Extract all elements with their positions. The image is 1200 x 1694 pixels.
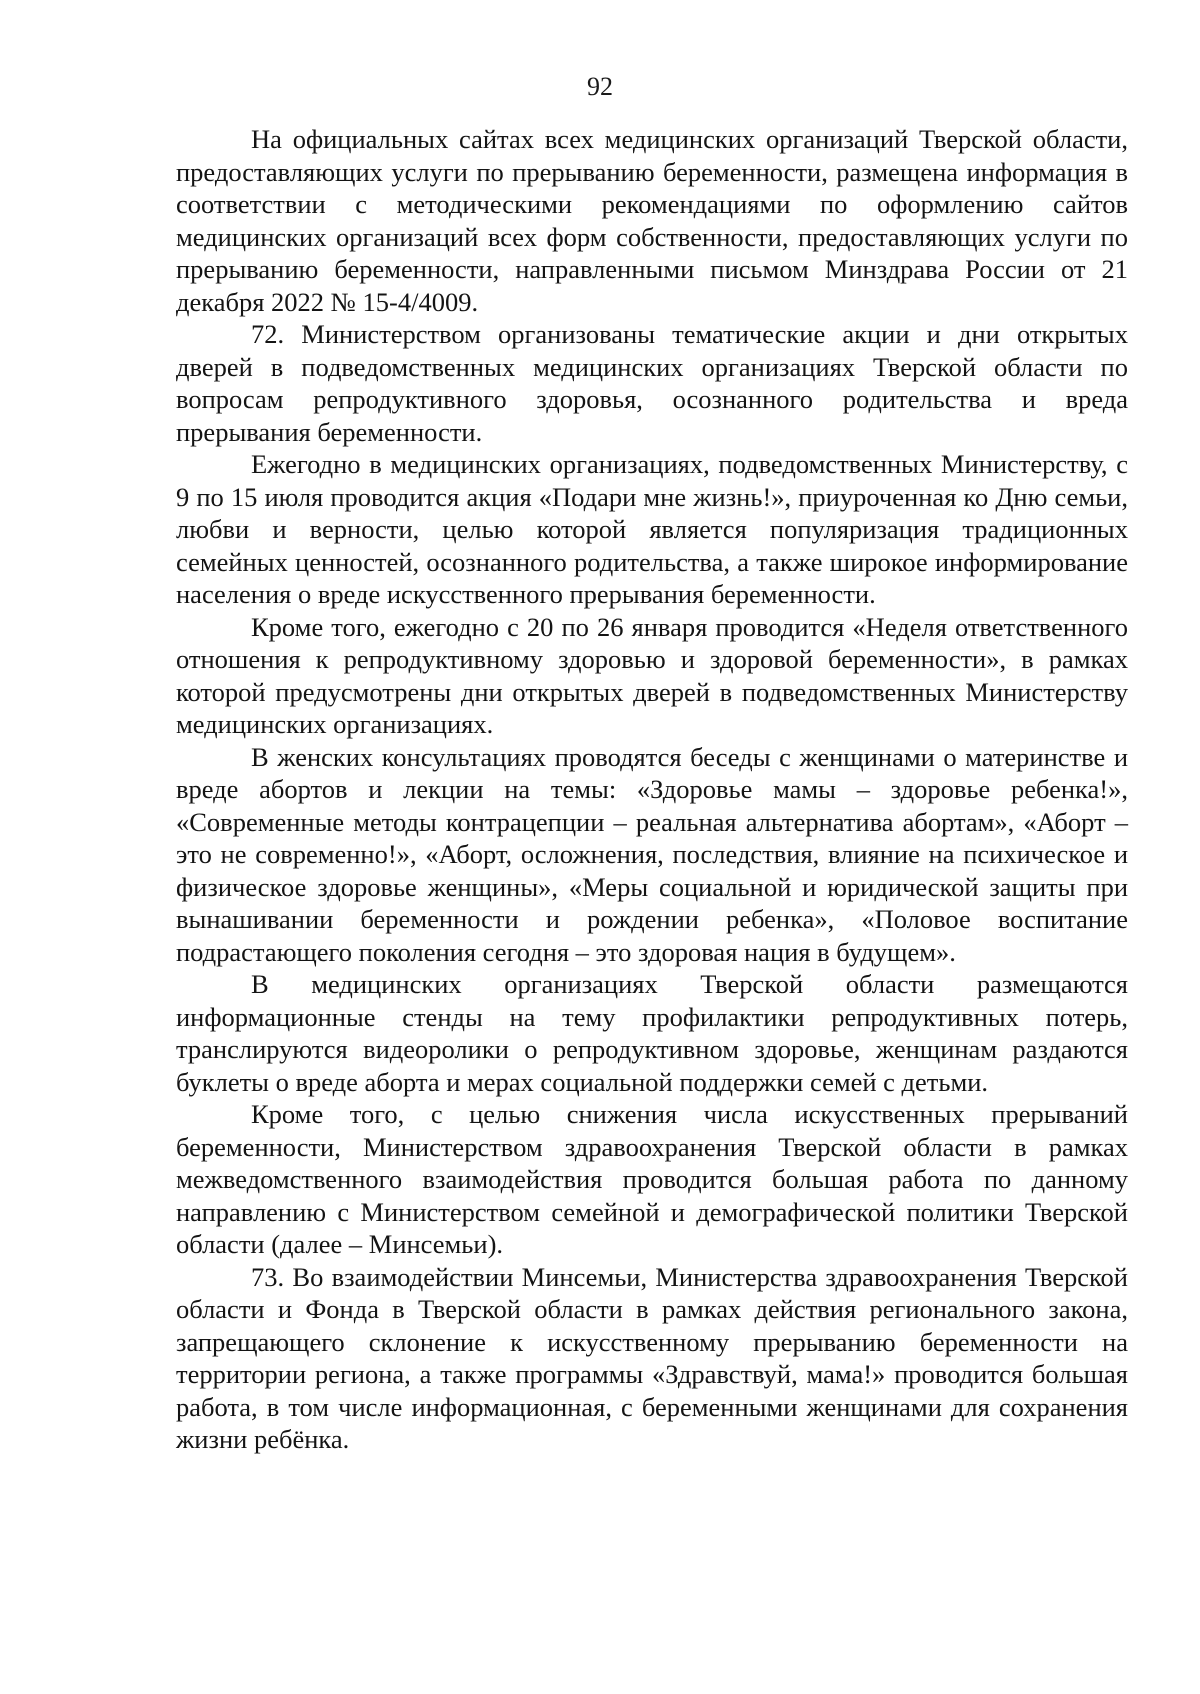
paragraph-responsibility-week: Кроме того, ежегодно с 20 по 26 января проводится «Неделя ответственного отношения к репродуктивному здоровью и здоровой беременности», в рамках которой предусмотрены дни открытых дверей в подведомственных Министерству медицинских организациях. xyxy=(176,611,1128,739)
paragraph-annual-campaign: Ежегодно в медицинских организациях, подведомственных Министерству, с 9 по 15 июля проводится акция «Подари мне жизнь!», приуроченная ко Дню семьи, любви и верности, целью которой является популяризация традиционных семейных ценностей, осознанного родительства, а также широкое информирование населения о вреде искусственного прерывания беременности. xyxy=(176,449,1128,609)
paragraph-sites-info: На официальных сайтах всех медицинских организаций Тверской области, предоставляющих услуги по прерыванию беременности, размещена информация в соответствии с методическими рекомендациями по оформлению сайтов медицинских организаций всех форм собственности, предоставляющих услуги по прерыванию беременности, направленными письмом Минздрава России от 21 декабря 2022 № 15-4/4009. xyxy=(176,124,1128,317)
paragraph-item-73: 73. Во взаимодействии Минсемьи, Министерства здравоохранения Тверской области и Фонда в Тверской области в рамках действия регионального закона, запрещающего склонение к искусственному прерыванию беременности на территории региона, а также программы «Здравствуй, мама!» проводится большая работа, в том числе информационная, с беременными женщинами для сохранения жизни ребёнка. xyxy=(176,1261,1128,1454)
document-body xyxy=(176,123,1128,1456)
paragraph-interagency-work: Кроме того, с целью снижения числа искусственных прерываний беременности, Министерством здравоохранения Тверской области в рамках межведомственного взаимодействия проводится большая работа по данному направлению с Министерством семейной и демографической политики Тверской области (далее – Минсемьи). xyxy=(176,1099,1128,1259)
paragraph-item-72: 72. Министерством организованы тематические акции и дни открытых дверей в подведомственных медицинских организациях Тверской области по вопросам репродуктивного здоровья, осознанного родительства и вреда прерывания беременности. xyxy=(176,319,1128,447)
paragraph-info-stands: В медицинских организациях Тверской области размещаются информационные стенды на тему профилактики репродуктивных потерь, транслируются видеоролики о репродуктивном здоровье, женщинам раздаются буклеты о вреде аборта и мерах социальной поддержки семей с детьми. xyxy=(176,969,1128,1097)
paragraph-womens-clinics: В женских консультациях проводятся беседы с женщинами о материнстве и вреде абортов и лекции на темы: «Здоровье мамы – здоровье ребенка!», «Современные методы контрацепции – реальная альтернатива абортам», «Аборт – это не современно!», «Аборт, осложнения, последствия, влияние на психическое и физическое здоровье женщины», «Меры социальной и юридической защиты при вынашивании беременности и рождении ребенка», «Половое воспитание подрастающего поколения сегодня – это здоровая нация в будущем». xyxy=(176,741,1128,967)
page-number: 92 xyxy=(587,72,613,101)
